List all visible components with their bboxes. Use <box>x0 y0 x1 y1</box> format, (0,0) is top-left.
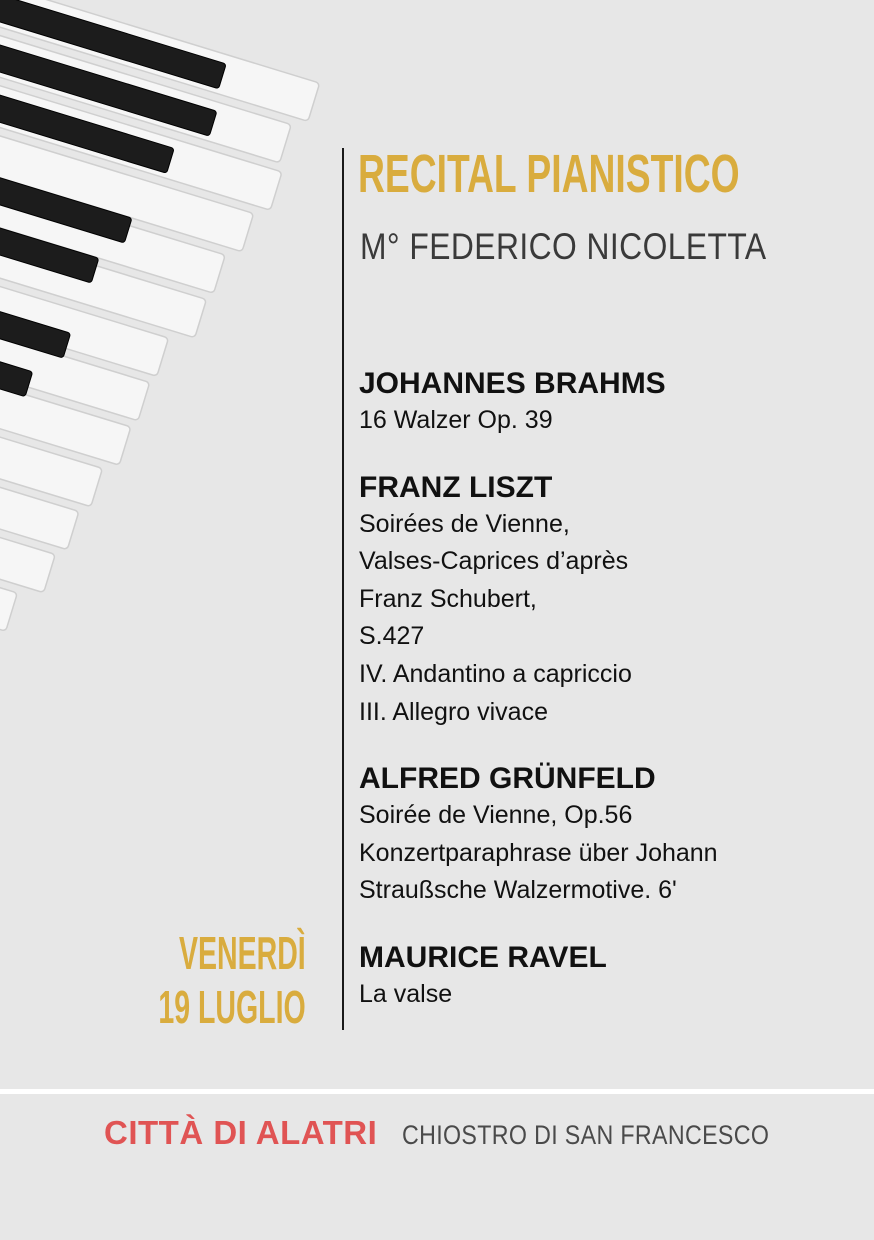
composer-name: FRANZ LISZT <box>359 470 553 504</box>
composer-name: MAURICE RAVEL <box>359 940 607 974</box>
event-day-month: 19 LUGLIO <box>158 981 306 1033</box>
composer-name: ALFRED GRÜNFELD <box>359 762 656 796</box>
performer-name: M° FEDERICO NICOLETTA <box>360 226 767 267</box>
work-title: Soirée de Vienne, Op.56 <box>359 801 633 830</box>
work-title: Straußsche Walzermotive. 6' <box>359 876 677 905</box>
piano-keyboard-illustration <box>0 0 360 860</box>
event-date <box>159 926 306 1034</box>
composer-name: JOHANNES BRAHMS <box>359 367 666 400</box>
program-item-brahms <box>359 366 859 440</box>
program-list <box>359 366 859 1044</box>
venue-name: CHIOSTRO DI SAN FRANCESCO <box>401 1120 770 1150</box>
work-movement: III. Allegro vivace <box>359 697 548 726</box>
concert-title: RECITAL PIANISTICO <box>358 144 740 204</box>
footer-divider <box>0 1089 874 1094</box>
program-item-ravel <box>359 940 859 1014</box>
work-title: Franz Schubert, <box>359 584 537 613</box>
work-movement: IV. Andantino a capriccio <box>359 659 632 688</box>
work-title: S.427 <box>359 622 425 651</box>
work-title: Valses-Caprices d’après <box>359 547 629 576</box>
program-item-liszt <box>359 470 859 732</box>
footer-location <box>104 1114 829 1152</box>
event-day: VENERDÌ <box>179 927 306 979</box>
program-item-grunfeld <box>359 761 859 910</box>
work-title: Soirées de Vienne, <box>359 509 570 538</box>
work-title: La valse <box>359 979 453 1008</box>
work-title: Konzertparaphrase über Johann <box>359 838 718 867</box>
vertical-divider <box>342 148 344 1030</box>
work-title: 16 Walzer Op. 39 <box>359 406 553 434</box>
city-name: CITTÀ DI ALATRI <box>104 1114 378 1151</box>
